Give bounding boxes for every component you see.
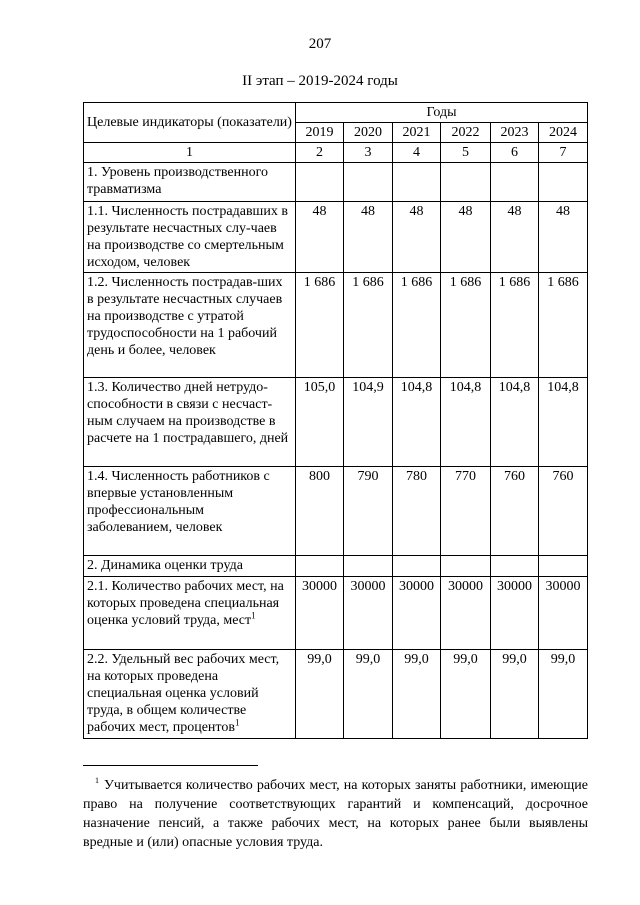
page-number: 207 (308, 36, 332, 52)
value-cell (491, 163, 539, 202)
indicator-label (84, 273, 296, 378)
indicator-text: 2. Динамика оценки труда (87, 558, 243, 573)
year-header: 2023 (491, 123, 539, 143)
value-cell: 30000 (441, 577, 491, 650)
value-cell: 760 (539, 467, 588, 556)
column-number: 3 (344, 143, 393, 163)
value-cell: 104,8 (539, 378, 588, 467)
value-cell: 99,0 (344, 650, 393, 739)
value-cell: 1 686 (296, 273, 344, 378)
value-cell (393, 556, 441, 577)
value-cell (344, 163, 393, 202)
indicator-label (84, 650, 296, 739)
column-number: 6 (491, 143, 539, 163)
value-cell (441, 163, 491, 202)
value-cell: 780 (393, 467, 441, 556)
footnote-mark: 1 (95, 776, 99, 786)
year-header: 2024 (539, 123, 588, 143)
value-cell (441, 556, 491, 577)
value-cell: 105,0 (296, 378, 344, 467)
value-cell: 30000 (491, 577, 539, 650)
value-cell: 99,0 (441, 650, 491, 739)
value-cell (539, 556, 588, 577)
indicators-table (83, 102, 588, 739)
indicator-label (84, 467, 296, 556)
value-cell: 99,0 (296, 650, 344, 739)
indicator-text: 1.3. Количество дней нетрудо-способности в связи с несчаст-ным случаем на производстве в расчете на 1 пострадавшего, дней (87, 380, 289, 446)
column-numbers-row (84, 143, 588, 163)
years-header: Годы (296, 103, 588, 123)
section-row (84, 556, 588, 577)
value-cell: 104,8 (393, 378, 441, 467)
indicator-text: 1.2. Численность пострадав-ших в результате несчастных случаев на производстве с утратой трудоспособности на 1 рабочий день и более, человек (87, 275, 283, 358)
column-number: 4 (393, 143, 441, 163)
footnote-divider (83, 765, 258, 766)
table-row (84, 378, 588, 467)
value-cell: 30000 (539, 577, 588, 650)
value-cell (296, 163, 344, 202)
value-cell: 99,0 (539, 650, 588, 739)
value-cell (491, 556, 539, 577)
value-cell (539, 163, 588, 202)
indicator-text: 1.1. Численность пострадавших в результате несчастных слу-чаев на производстве со смертельным исходом, человек (87, 204, 288, 270)
section-row (84, 163, 588, 202)
table-row (84, 467, 588, 556)
value-cell: 800 (296, 467, 344, 556)
value-cell: 30000 (296, 577, 344, 650)
year-header: 2021 (393, 123, 441, 143)
stage-title: II этап – 2019-2024 годы (242, 73, 398, 89)
column-number: 1 (84, 143, 296, 163)
value-cell: 760 (491, 467, 539, 556)
table-row (84, 650, 588, 739)
footnote-text: Учитывается количество рабочих мест, на которых заняты работники, имеющие право на получение соответствующих гарантий и компенсаций, досрочное назначение пенсий, а также рабочих мест, на которых ранее были выявлены вредные и (или) опасные условия труда. (83, 778, 588, 850)
value-cell: 48 (393, 202, 441, 273)
value-cell: 48 (344, 202, 393, 273)
value-cell: 48 (296, 202, 344, 273)
value-cell: 99,0 (491, 650, 539, 739)
value-cell: 1 686 (393, 273, 441, 378)
table-row (84, 202, 588, 273)
indicator-label (84, 577, 296, 650)
year-header: 2019 (296, 123, 344, 143)
value-cell: 1 686 (441, 273, 491, 378)
value-cell: 104,9 (344, 378, 393, 467)
value-cell: 770 (441, 467, 491, 556)
indicator-text: 1. Уровень производственного травматизма (87, 165, 269, 197)
value-cell: 1 686 (539, 273, 588, 378)
value-cell (393, 163, 441, 202)
section-label (84, 556, 296, 577)
value-cell (296, 556, 344, 577)
value-cell: 1 686 (491, 273, 539, 378)
value-cell: 99,0 (393, 650, 441, 739)
value-cell: 790 (344, 467, 393, 556)
indicator-text: 1.4. Численность работников с впервые установленным профессиональным заболеванием, человек (87, 469, 270, 535)
footnote-ref: 1 (234, 717, 240, 728)
value-cell: 30000 (393, 577, 441, 650)
indicator-text: 2.1. Количество рабочих мест, на которых проведена специальная оценка условий труда, мест (87, 579, 284, 628)
indicator-label (84, 378, 296, 467)
column-number: 7 (539, 143, 588, 163)
section-label (84, 163, 296, 202)
value-cell: 104,8 (441, 378, 491, 467)
value-cell: 30000 (344, 577, 393, 650)
table-row (84, 577, 588, 650)
value-cell (344, 556, 393, 577)
column-number: 5 (441, 143, 491, 163)
year-header: 2022 (441, 123, 491, 143)
year-header: 2020 (344, 123, 393, 143)
header-row (84, 103, 588, 123)
indicator-text: 2.2. Удельный вес рабочих мест, на которых проведена специальная оценка условий труда, в общем количестве рабочих мест, процентов (87, 652, 280, 735)
value-cell: 48 (539, 202, 588, 273)
footnote (83, 776, 588, 852)
value-cell: 104,8 (491, 378, 539, 467)
indicator-label (84, 202, 296, 273)
table-body (84, 163, 588, 739)
value-cell: 1 686 (344, 273, 393, 378)
footnote-ref: 1 (251, 610, 256, 621)
column-number: 2 (296, 143, 344, 163)
value-cell: 48 (441, 202, 491, 273)
indicator-header: Целевые индикаторы (показатели) (84, 103, 296, 143)
table-row (84, 273, 588, 378)
value-cell: 48 (491, 202, 539, 273)
